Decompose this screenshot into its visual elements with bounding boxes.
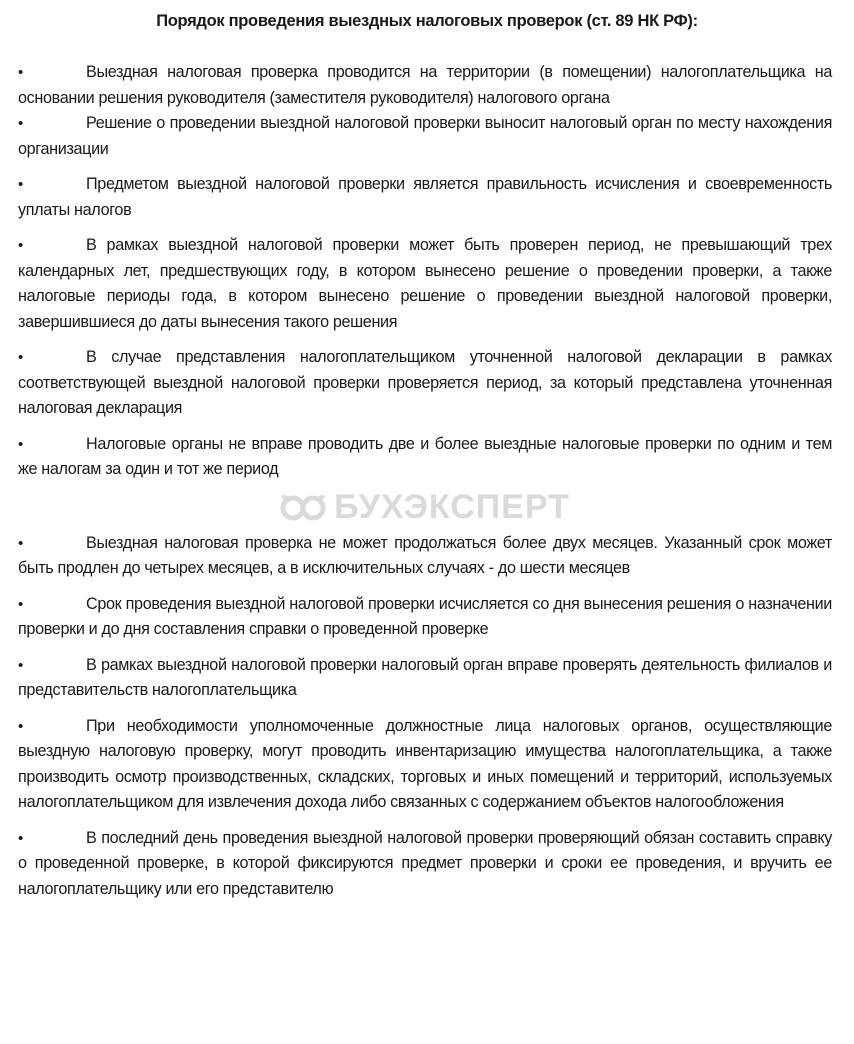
list-item-text: Предметом выездной налоговой проверки является правильность исчисления и своевременность уплаты налогов xyxy=(18,175,832,219)
list-item xyxy=(18,233,832,335)
bullet-icon: • xyxy=(18,717,23,735)
bullet-icon: • xyxy=(18,349,23,366)
list-item xyxy=(18,172,832,223)
list-item xyxy=(18,432,832,483)
bullet-icon: • xyxy=(18,64,23,81)
list-item-text: При необходимости уполномоченные должностные лица налоговых органов, осуществляющие выездную налоговую проверку, могут проводить инвентаризацию имущества налогоплательщика, а также производить осмотр производственных, складских, торговых и иных помещений и территорий, используемых налогоплательщиком для извлечения дохода либо связанных с содержанием объектов налогообложения xyxy=(18,716,832,811)
list-item-text: В случае представления налогоплательщиком уточненной налоговой декларации в рамках соответствующей выездной налоговой проверки проверяется период, за который представлена уточненная налоговая декларация xyxy=(18,348,832,417)
bullet-icon: • xyxy=(18,534,23,552)
list-item xyxy=(18,531,832,582)
list-item xyxy=(18,653,832,704)
owl-logo-icon xyxy=(280,492,326,522)
bullet-icon: • xyxy=(18,435,23,453)
list-item-text: Срок проведения выездной налоговой проверки исчисляется со дня вынесения решения о назначении проверки и до дня составления справки о проведенной проверке xyxy=(18,594,832,638)
bullet-icon: • xyxy=(18,656,23,674)
list-item-text: В последний день проведения выездной налоговой проверки проверяющий обязан составить справку о проведенной проверке, в которой фиксируются предмет проверки и сроки ее проведения, и вручить ее налогоплательщику или его представителю xyxy=(18,828,832,898)
watermark-text: БУХЭКСПЕРТ xyxy=(334,487,570,526)
bullet-icon: • xyxy=(18,176,23,193)
list-item-text: В рамках выездной налоговой проверки может быть проверен период, не превышающий трех календарных лет, предшествующих году, в котором вынесено решение о проведении проверки, а также налоговые периоды года, в котором вынесено решение о проведении выездной налоговой проверки, завершившиеся до даты вынесения такого решения xyxy=(18,236,832,331)
bullet-icon: • xyxy=(18,595,23,613)
list-item xyxy=(18,714,832,816)
list-item-text: Выездная налоговая проверка проводится на территории (в помещении) налогоплательщика на основании решения руководителя (заместителя руководителя) налогового органа xyxy=(18,63,832,107)
list-item xyxy=(18,60,832,111)
list-item-text: Выездная налоговая проверка не может продолжаться более двух месяцев. Указанный срок может быть продлен до четырех месяцев, а в исключительных случаях - до шести месяцев xyxy=(18,533,832,577)
list-item xyxy=(18,111,832,162)
list-item xyxy=(18,345,832,422)
bullet-list xyxy=(18,60,832,902)
bullet-icon: • xyxy=(18,237,23,254)
bullet-icon: • xyxy=(18,829,23,847)
bullet-icon: • xyxy=(18,115,23,132)
list-item-text: Налоговые органы не вправе проводить две и более выездные налоговые проверки по одним и тем же налогам за один и тот же период xyxy=(18,434,832,478)
watermark xyxy=(18,487,832,527)
list-item-text: В рамках выездной налоговой проверки налоговый орган вправе проверять деятельность филиалов и представительств налогоплательщика xyxy=(18,655,832,699)
list-item xyxy=(18,592,832,643)
list-item-text: Решение о проведении выездной налоговой проверки выносит налоговый орган по месту нахождения организации xyxy=(18,114,832,158)
list-item xyxy=(18,826,832,903)
page-title: Порядок проведения выездных налоговых проверок (ст. 89 НК РФ): xyxy=(156,12,698,30)
